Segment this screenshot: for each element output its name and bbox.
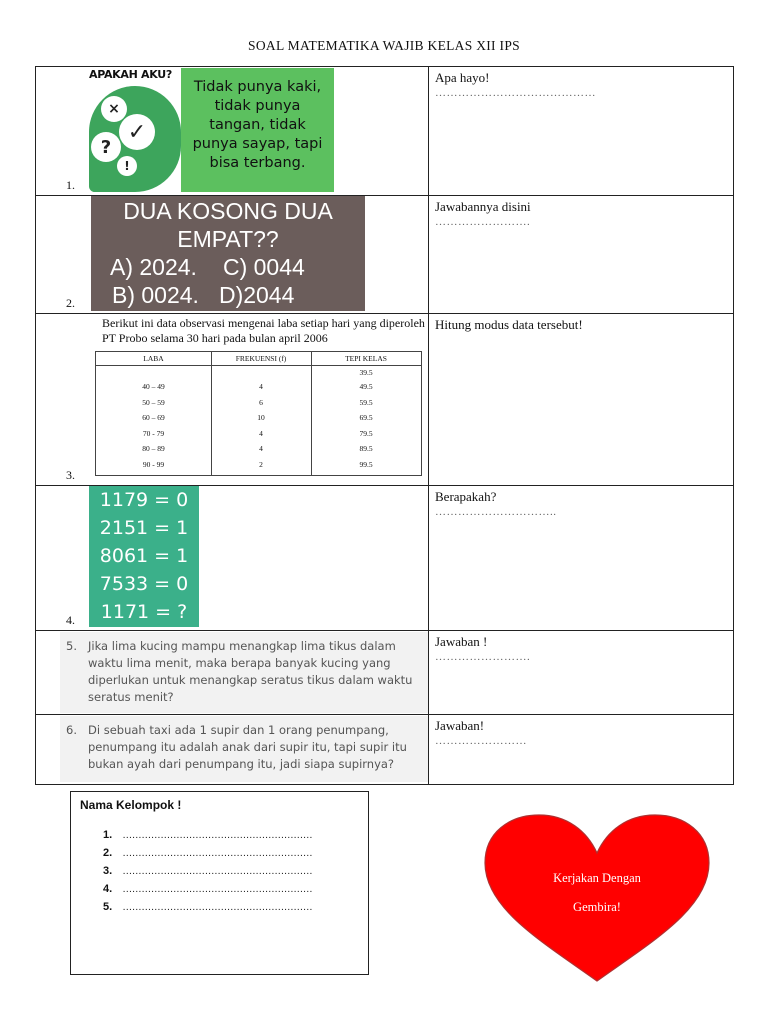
group-member-line[interactable]: 5. ……………………………………………………	[103, 901, 313, 913]
answer-label: Hitung modus data tersebut!	[435, 317, 583, 332]
question-row-5	[36, 631, 733, 715]
frequency-table	[95, 351, 422, 476]
table-cell: 99.5	[359, 459, 373, 469]
riddle-image-2: DUA KOSONG DUA EMPAT?? A) 2024. C) 0044 B) 0024. D)2044	[91, 196, 365, 311]
answer-label: Berapakah?	[435, 489, 497, 504]
table-cell: 70 - 79	[142, 428, 165, 438]
question-text-box	[60, 632, 428, 713]
table-header: FREKUENSI (f)	[235, 354, 287, 363]
table-cell: 10	[257, 413, 265, 422]
question-row-1	[36, 67, 733, 196]
answer-label: Jawabannya disini	[435, 199, 531, 214]
answer-dots: ……………………………………	[435, 87, 596, 99]
answer-label: Jawaban !	[435, 634, 488, 649]
table-cell: 89.5	[359, 444, 373, 453]
table-cell: 49.5	[359, 382, 373, 391]
table-cell: 2	[259, 459, 263, 469]
table-cell: 4	[259, 382, 263, 391]
answer-dots: ……………………	[435, 735, 527, 747]
table-cell: 4	[259, 444, 263, 453]
answer-cell-6[interactable]	[429, 715, 733, 784]
question-text: Di sebuah taxi ada 1 supir dan 1 orang penumpang, penumpang itu adalah anak dari supir itu, tapi supir itu bukan ayah dari penumpang itu, jadi siapa supirnya?	[88, 723, 407, 771]
group-member-line[interactable]: 1. ……………………………………………………	[103, 829, 313, 841]
table-header: TEPI KELAS	[345, 354, 387, 363]
question-number: 2.	[66, 296, 75, 310]
answer-cell-5[interactable]	[429, 631, 733, 714]
group-names-box	[70, 791, 369, 975]
question-row-3	[36, 314, 733, 486]
answer-cell-2[interactable]	[429, 196, 733, 313]
table-cell: 39.5	[359, 368, 373, 377]
answer-cell-3[interactable]	[429, 314, 733, 485]
table-cell: 4	[259, 428, 263, 438]
question-number: 4.	[66, 613, 75, 627]
question-table	[35, 66, 734, 785]
question-text-box	[60, 716, 428, 782]
riddle-text: Tidak punya kaki, tidak punya tangan, tidak punya sayap, tapi bisa terbang.	[192, 79, 323, 171]
x-mark-icon: ×	[101, 96, 127, 122]
exclamation-icon: !	[117, 156, 137, 176]
riddle-header: APAKAH AKU?	[89, 68, 173, 81]
answer-dots: …………………….	[435, 651, 531, 663]
group-member-line[interactable]: 2. ……………………………………………………	[103, 847, 313, 859]
answer-label: Apa hayo!	[435, 70, 490, 85]
table-cell: 60 – 69	[142, 413, 165, 422]
table-cell: 50 – 59	[142, 397, 165, 407]
question-intro: Berikut ini data observasi mengenai laba setiap hari yang diperoleh PT Probo selama 30 hari pada bulan april 2006	[102, 316, 425, 345]
table-cell: 79.5	[359, 428, 373, 438]
table-cell: 59.5	[359, 397, 373, 407]
question-row-2	[36, 196, 733, 314]
table-cell: 90 - 99	[142, 459, 165, 469]
table-cell: 80 – 89	[142, 444, 165, 453]
table-header: LABA	[143, 354, 164, 363]
page-title: SOAL MATEMATIKA WAJIB KELAS XII IPS	[248, 38, 520, 53]
table-cell: 40 – 49	[142, 382, 165, 391]
group-member-line[interactable]: 4. ……………………………………………………	[103, 883, 313, 895]
answer-label: Jawaban!	[435, 718, 485, 733]
question-row-6	[36, 715, 733, 784]
question-mark-icon: ?	[91, 132, 121, 162]
check-mark-icon: ✓	[119, 114, 155, 150]
question-number: 3.	[66, 468, 75, 482]
answer-dots: …………………………..	[435, 506, 557, 518]
speech-bubble-icon	[89, 86, 181, 192]
riddle-image-4: 1179 = 0 2151 = 1 8061 = 1 7533 = 0 1171 = ?	[89, 486, 199, 627]
heart-caption: Kerjakan Dengan Gembira!	[553, 871, 641, 914]
question-number: 1.	[66, 178, 75, 192]
table-cell: 6	[259, 397, 263, 407]
question-number: 5.	[66, 639, 77, 653]
group-title: Nama Kelompok !	[80, 798, 182, 812]
answer-cell-4[interactable]	[429, 486, 733, 630]
group-member-line[interactable]: 3. ……………………………………………………	[103, 865, 313, 877]
answer-dots: …………………….	[435, 216, 531, 228]
table-cell: 69.5	[359, 413, 373, 422]
answer-cell-1[interactable]	[429, 67, 733, 195]
question-number: 6.	[66, 723, 77, 737]
question-text: Jika lima kucing mampu menangkap lima tikus dalam waktu lima menit, maka berapa banyak kucing yang diperlukan untuk menangkap seratus tikus dalam waktu seratus menit?	[88, 639, 413, 704]
question-row-4	[36, 486, 733, 631]
riddle-image-1	[89, 68, 334, 192]
